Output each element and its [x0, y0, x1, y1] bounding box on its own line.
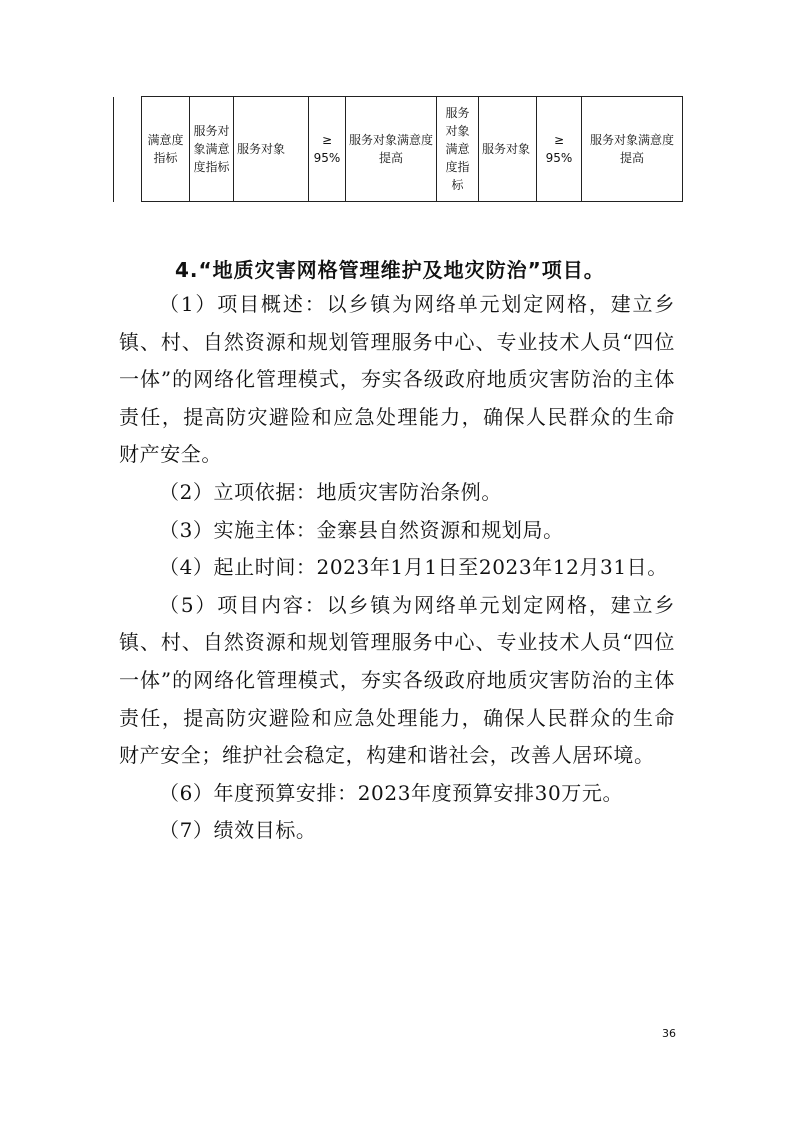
target-value: 95%	[545, 151, 573, 165]
table-cell-indicator: 服务对象满意度指标	[190, 97, 234, 202]
performance-indicator-table	[113, 96, 683, 202]
paragraph-budget: （6）年度预算安排：2023年度预算安排30万元。	[159, 780, 624, 805]
target-value: 95%	[313, 151, 341, 165]
table-cell-item: 服务对象	[234, 97, 309, 202]
paragraph-implementer: （3）实施主体：金寨县自然资源和规划局。	[159, 517, 564, 542]
paragraph-overview: （1）项目概述：以乡镇为网络单元划定网格，建立乡镇、村、自然资源和规划管理服务中心、专业技术人员“四位一体”的网络化管理模式，夯实各级政府地质灾害防治的主体责任，提高防灾避险和应急处理能力，确保人民群众的生命财产安全。	[119, 292, 675, 467]
page-number: 36	[662, 1027, 676, 1040]
table-row	[114, 97, 683, 202]
section-heading: 4.“地质灾害网格管理维护及地灾防治”项目。	[175, 258, 605, 282]
table-cell-value	[537, 97, 582, 202]
table-cell-item: 服务对象	[479, 97, 537, 202]
paragraph-period: （4）起止时间：2023年1月1日至2023年12月31日。	[159, 555, 668, 580]
table-cell-category: 满意度指标	[142, 97, 190, 202]
operator-symbol: ≥	[321, 133, 333, 147]
operator-symbol: ≥	[553, 133, 565, 147]
table-cell-note: 服务对象满意度提高	[346, 97, 437, 202]
table-cell-value	[309, 97, 346, 202]
table-cell-empty	[114, 97, 142, 202]
paragraph-goals: （7）绩效目标。	[159, 818, 317, 843]
paragraph-content: （5）项目内容：以乡镇为网络单元划定网格，建立乡镇、村、自然资源和规划管理服务中心、专业技术人员“四位一体”的网络化管理模式，夯实各级政府地质灾害防治的主体责任，提高防灾避险和应急处理能力，确保人民群众的生命财产安全；维护社会稳定，构建和谐社会，改善人居环境。	[119, 592, 675, 768]
table-cell-indicator: 服务对象满意度指标	[437, 97, 479, 202]
paragraph-basis: （2）立项依据：地质灾害防治条例。	[159, 479, 502, 504]
table-cell-note: 服务对象满意度提高	[582, 97, 683, 202]
document-body	[119, 286, 675, 850]
